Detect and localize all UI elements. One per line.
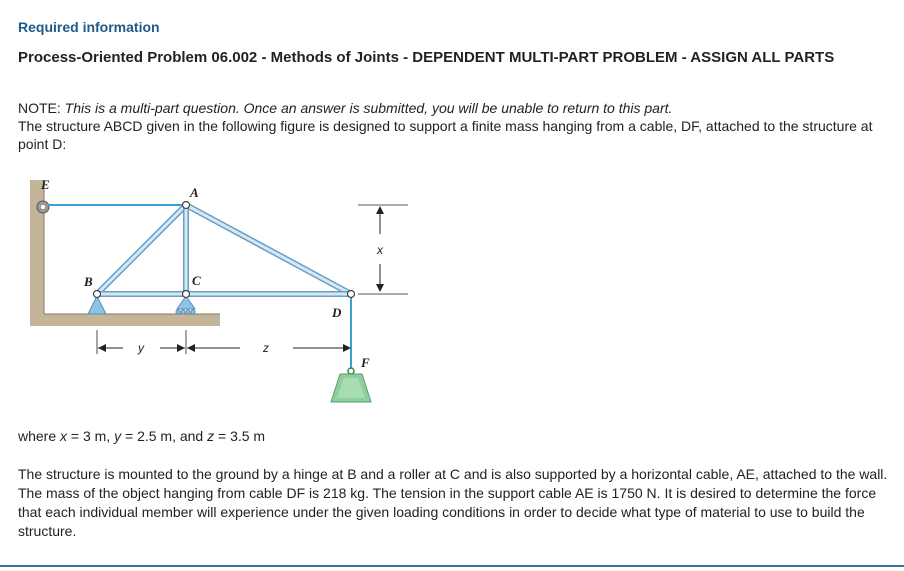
dim-x-arrow-up [376,206,384,214]
where-prefix: where [18,428,61,444]
label-E: E [41,177,50,192]
val-z: = 3.5 m [214,428,266,444]
note-prefix: NOTE: [18,100,65,116]
dim-z-label: z [263,341,269,355]
truss-figure [18,172,418,417]
bottom-divider [0,565,904,567]
note-body: The structure ABCD given in the following figure is designed to support a finite mass hanging from a cable, DF, attached to the structure at point D: [18,118,873,152]
given-values [18,428,265,444]
dim-z-arrow-right [343,344,351,352]
val-y: = 2.5 m, and [121,428,208,444]
label-F: F [361,355,370,370]
var-z: z [207,428,215,444]
dim-z-arrow-left [187,344,195,352]
var-y: y [114,428,122,444]
dim-y-label: y [138,341,144,355]
note-italic: This is a multi-part question. Once an answer is submitted, you will be unable to return to this part. [64,100,673,116]
joint-C [183,291,190,298]
joints [94,202,355,298]
truss-diagram [18,172,418,412]
label-C: C [192,273,201,288]
var-x: x [60,428,68,444]
hinge-support-B [88,296,106,314]
val-x: = 3 m, [67,428,115,444]
ground [30,314,220,326]
dim-y-arrow-left [98,344,106,352]
required-information-heading: Required information [18,19,160,35]
pulley-hub [41,205,45,209]
dim-x-label: x [377,243,383,257]
label-A: A [190,185,199,200]
dim-y-arrow-right [177,344,185,352]
problem-description: The structure is mounted to the ground by a hinge at B and a roller at C and is also supported by a horizontal cable, AE, attached to the wall. The mass of the object hanging from cable DF is 218 kg. The tension in the support cable AE is 1750 N. It is desired to determine the force that each individual member will experience under the given loading conditions in order to decide what type of material to use to build the structure. [18,466,888,539]
problem-title: Process-Oriented Problem 06.002 - Methods of Joints - DEPENDENT MULTI-PART PROBLEM - ASSIGN ALL PARTS [18,49,835,66]
roller-wheels [176,310,195,314]
note-block [18,99,888,153]
joint-D [348,291,355,298]
joint-A [183,202,190,209]
joint-B [94,291,101,298]
truss-members [97,205,351,294]
label-D: D [332,305,342,320]
label-B: B [84,274,93,289]
dim-x-arrow-down [376,284,384,292]
